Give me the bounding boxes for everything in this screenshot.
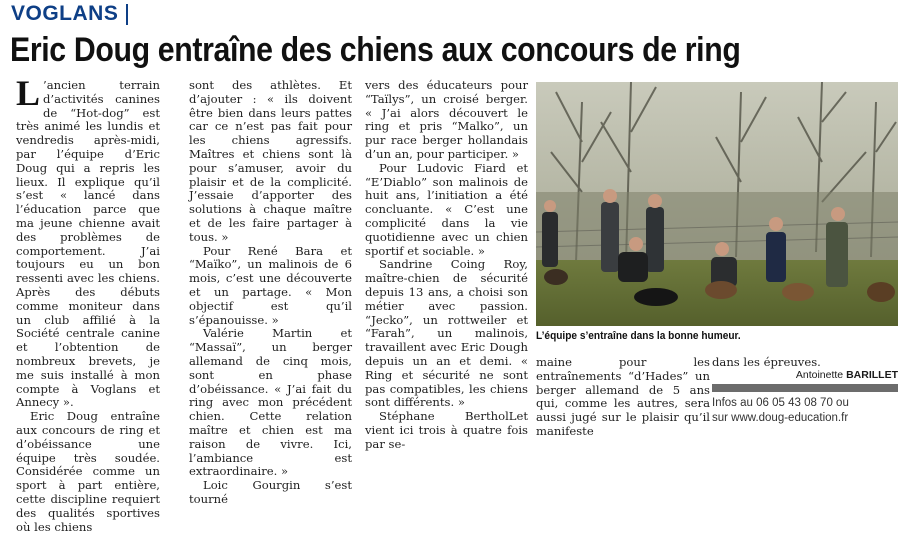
paragraph: Pour Ludovic Fiard et “E’Diablo” son malinois de huit ans, l’initiation a été concluante. « C’est une complicité dans la vie quotidienne avec un chien sportif et sociable. » (365, 160, 528, 258)
paragraph: Pour René Bara et “Maïko”, un malinois de 6 mois, c’est une découverte et un partage. « Mon objectif est qu’il s’épanouisse. » (189, 243, 352, 327)
rubric-divider (126, 4, 128, 25)
author-byline (780, 368, 898, 382)
paragraph (16, 73, 160, 410)
article-column-3 (365, 79, 528, 452)
info-website: sur www.doug-education.fr (712, 412, 849, 424)
info-divider (712, 384, 898, 392)
author-last-name: BARILLET (846, 369, 898, 381)
team-photo (536, 82, 898, 326)
article-column-1 (16, 73, 160, 534)
photo-caption: L’équipe s’entraîne dans la bonne humeur. (536, 330, 741, 342)
paragraph-text: ’ancien terrain d’activités canines de “Hot-dog” est très animé les lundis et vendredis après-midi, par l’équipe d’Eric Doug qui a repris les lieux. Il explique qu’il s’est « lancé dans l’éducation parce que ma jeune chienne avait des problèmes de comportement. J’ai toujours eu un bon ressenti avec les chiens. Après des débuts comme moniteur dans un club affilié à la Société centrale canine et l’obtention de nombreux brevets, je me suis installé à mon compte à Voglans et Annecy ». (16, 78, 160, 410)
article-column-2 (189, 79, 352, 507)
drop-cap: L (16, 73, 41, 113)
paragraph: Loic Gourgin s’est tourné (189, 478, 352, 506)
headline: Eric Doug entraîne des chiens aux concours de ring (10, 31, 741, 69)
paragraph: Sandrine Coing Roy, maître-chien de sécurité depuis 13 ans, a choisi son métier avec passion. “Jecko”, un rottweiler et “Farah”, un malinois, travaillent avec Eric Dough depuis un an et demi. « Ring et sécurité ne sont pas compatibles, les chiens sont différents. » (365, 257, 528, 410)
info-box (712, 396, 849, 426)
paragraph: sont des athlètes. Et d’ajouter : « ils doivent être bien dans leurs pattes car ce n’est pas fait pour les chiens agressifs. Maîtres et chiens sont là pour s’amuser, avoir du plaisir et de la complicité. J’essaie d’apporter des solutions à chaque maître et de les faire partager à tous. » (189, 78, 352, 244)
paragraph: Valérie Martin et “Massaï”, un berger allemand de cinq mois, sont en phase d’obéissance. « J’ai fait du ring avec mon précédent chien. Cette relation maître et chien est ma raison de vivre. Ici, l’ambiance est extraordinaire. » (189, 326, 352, 479)
paragraph: dans les épreuves. (712, 355, 821, 369)
info-phone: Infos au 06 05 43 08 70 ou (712, 397, 849, 409)
paragraph: Stéphane BertholLet vient ici trois à quatre fois par se- (365, 409, 528, 451)
paragraph: vers des éducateurs pour “Taïlys”, un croisé berger. « J’ai alors découvert le ring et pris “Malko”, un pur race berger hollandais d’un an, pour participer. » (365, 78, 528, 161)
article-column-4: maine pour les entraînements “d’Hades” un berger allemand de 5 ans qui, comme les autres, sera aussi jugé sur le plaisir qu’il manifeste (536, 355, 710, 438)
team-photo-illustration (536, 82, 898, 326)
author-first-name: Antoinette (795, 369, 844, 381)
paragraph: Eric Doug entraîne aux concours de ring et d’obéissance une équipe très soudée. Considérée comme un sport à part entière, cette discipline requiert des qualités sportives où les chiens (16, 409, 160, 534)
section-rubric: VOGLANS (11, 2, 119, 25)
